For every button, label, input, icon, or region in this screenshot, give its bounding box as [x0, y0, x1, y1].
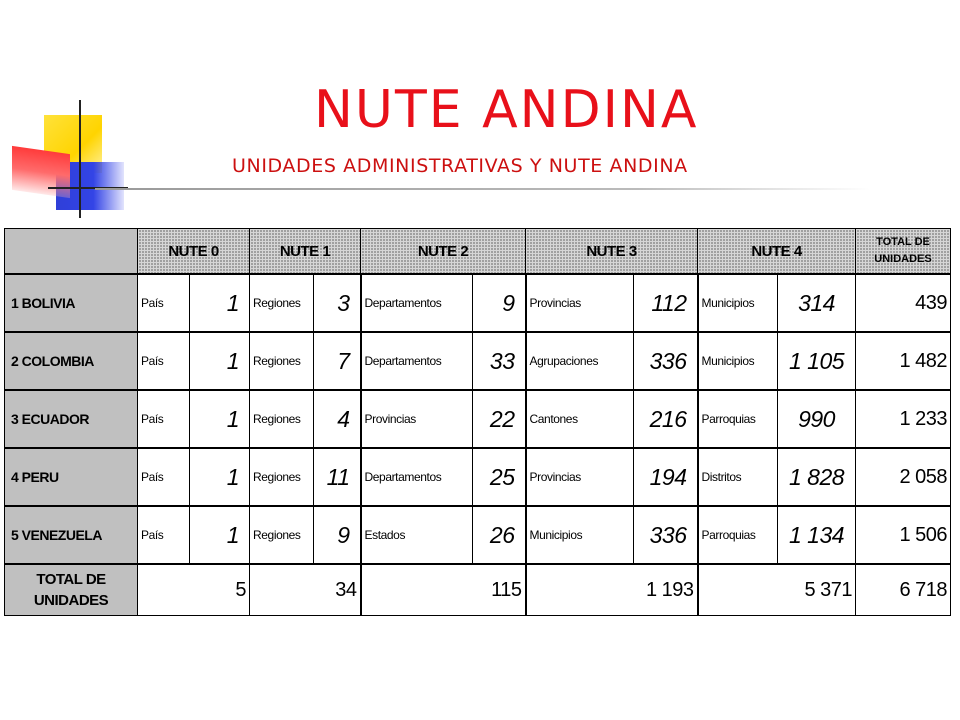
nute2-value: 33 [473, 332, 526, 390]
nute0-unit: País [138, 390, 190, 448]
title-underline [95, 188, 870, 190]
nute4-unit: Municipios [698, 274, 778, 332]
row-total: 1 506 [856, 506, 951, 564]
nute3-unit: Municipios [526, 506, 634, 564]
header-total-line1: TOTAL DE [876, 236, 930, 248]
total-nute-0: 5 [138, 564, 250, 616]
nute3-unit: Agrupaciones [526, 332, 634, 390]
nute1-unit: Regiones [250, 332, 314, 390]
country-cell: 3 ECUADOR [5, 390, 138, 448]
totals-label-line2: UNIDADES [33, 592, 109, 609]
nute2-unit: Provincias [361, 390, 473, 448]
header-nute-4: NUTE 4 [698, 229, 856, 275]
nute2-unit: Departamentos [361, 448, 473, 506]
header-nute-1: NUTE 1 [250, 229, 361, 275]
nute3-value: 336 [634, 506, 698, 564]
nute0-value: 1 [190, 274, 250, 332]
country-cell: 1 BOLIVIA [5, 274, 138, 332]
nute0-unit: País [138, 274, 190, 332]
nute4-value: 990 [778, 390, 856, 448]
nute1-unit: Regiones [250, 506, 314, 564]
page-subtitle: UNIDADES ADMINISTRATIVAS Y NUTE ANDINA [232, 155, 688, 177]
country-cell: 4 PERU [5, 448, 138, 506]
nute2-unit: Departamentos [361, 332, 473, 390]
totals-row [5, 564, 951, 616]
nute2-value: 9 [473, 274, 526, 332]
nute2-value: 25 [473, 448, 526, 506]
totals-label-line1: TOTAL DE [36, 571, 106, 588]
header-total [856, 229, 951, 275]
table-row [5, 448, 951, 506]
nute0-unit: País [138, 506, 190, 564]
table-row [5, 332, 951, 390]
nute1-unit: Regiones [250, 390, 314, 448]
total-nute-1: 34 [250, 564, 361, 616]
total-nute-2: 115 [361, 564, 526, 616]
nute4-value: 1 828 [778, 448, 856, 506]
total-nute-3: 1 193 [526, 564, 698, 616]
totals-label [5, 564, 138, 616]
row-total: 439 [856, 274, 951, 332]
nute2-value: 22 [473, 390, 526, 448]
table-row [5, 390, 951, 448]
nute2-unit: Departamentos [361, 274, 473, 332]
nute0-value: 1 [190, 332, 250, 390]
grand-total: 6 718 [856, 564, 951, 616]
nute4-unit: Parroquias [698, 390, 778, 448]
nute1-value: 9 [314, 506, 361, 564]
nute0-value: 1 [190, 506, 250, 564]
table-row [5, 274, 951, 332]
nute1-value: 3 [314, 274, 361, 332]
total-nute-4: 5 371 [698, 564, 856, 616]
table-row [5, 506, 951, 564]
nute1-value: 11 [314, 448, 361, 506]
nute3-value: 112 [634, 274, 698, 332]
nute1-value: 4 [314, 390, 361, 448]
nute2-value: 26 [473, 506, 526, 564]
table-header-row [5, 229, 951, 275]
nute3-value: 336 [634, 332, 698, 390]
nute0-value: 1 [190, 390, 250, 448]
nute-table [4, 228, 951, 616]
red-square [12, 146, 70, 198]
nute4-unit: Parroquias [698, 506, 778, 564]
nute0-value: 1 [190, 448, 250, 506]
row-total: 1 482 [856, 332, 951, 390]
row-total: 1 233 [856, 390, 951, 448]
nute4-unit: Municipios [698, 332, 778, 390]
header-nute-0: NUTE 0 [138, 229, 250, 275]
nute3-value: 194 [634, 448, 698, 506]
nute4-value: 1 134 [778, 506, 856, 564]
nute3-unit: Provincias [526, 274, 634, 332]
logo-vertical-line [79, 100, 81, 218]
country-cell: 2 COLOMBIA [5, 332, 138, 390]
nute0-unit: País [138, 448, 190, 506]
nute3-value: 216 [634, 390, 698, 448]
page-title: NUTE ANDINA [314, 80, 699, 140]
nute3-unit: Provincias [526, 448, 634, 506]
header-nute-2: NUTE 2 [361, 229, 526, 275]
corner-cell [5, 229, 138, 275]
nute1-unit: Regiones [250, 274, 314, 332]
nute4-value: 314 [778, 274, 856, 332]
country-cell: 5 VENEZUELA [5, 506, 138, 564]
header-total-line2: UNIDADES [874, 253, 932, 265]
nute4-unit: Distritos [698, 448, 778, 506]
nute3-unit: Cantones [526, 390, 634, 448]
nute4-value: 1 105 [778, 332, 856, 390]
nute2-unit: Estados [361, 506, 473, 564]
row-total: 2 058 [856, 448, 951, 506]
nute0-unit: País [138, 332, 190, 390]
header-nute-3: NUTE 3 [526, 229, 698, 275]
nute1-value: 7 [314, 332, 361, 390]
nute1-unit: Regiones [250, 448, 314, 506]
decorative-squares-logo [0, 0, 140, 220]
